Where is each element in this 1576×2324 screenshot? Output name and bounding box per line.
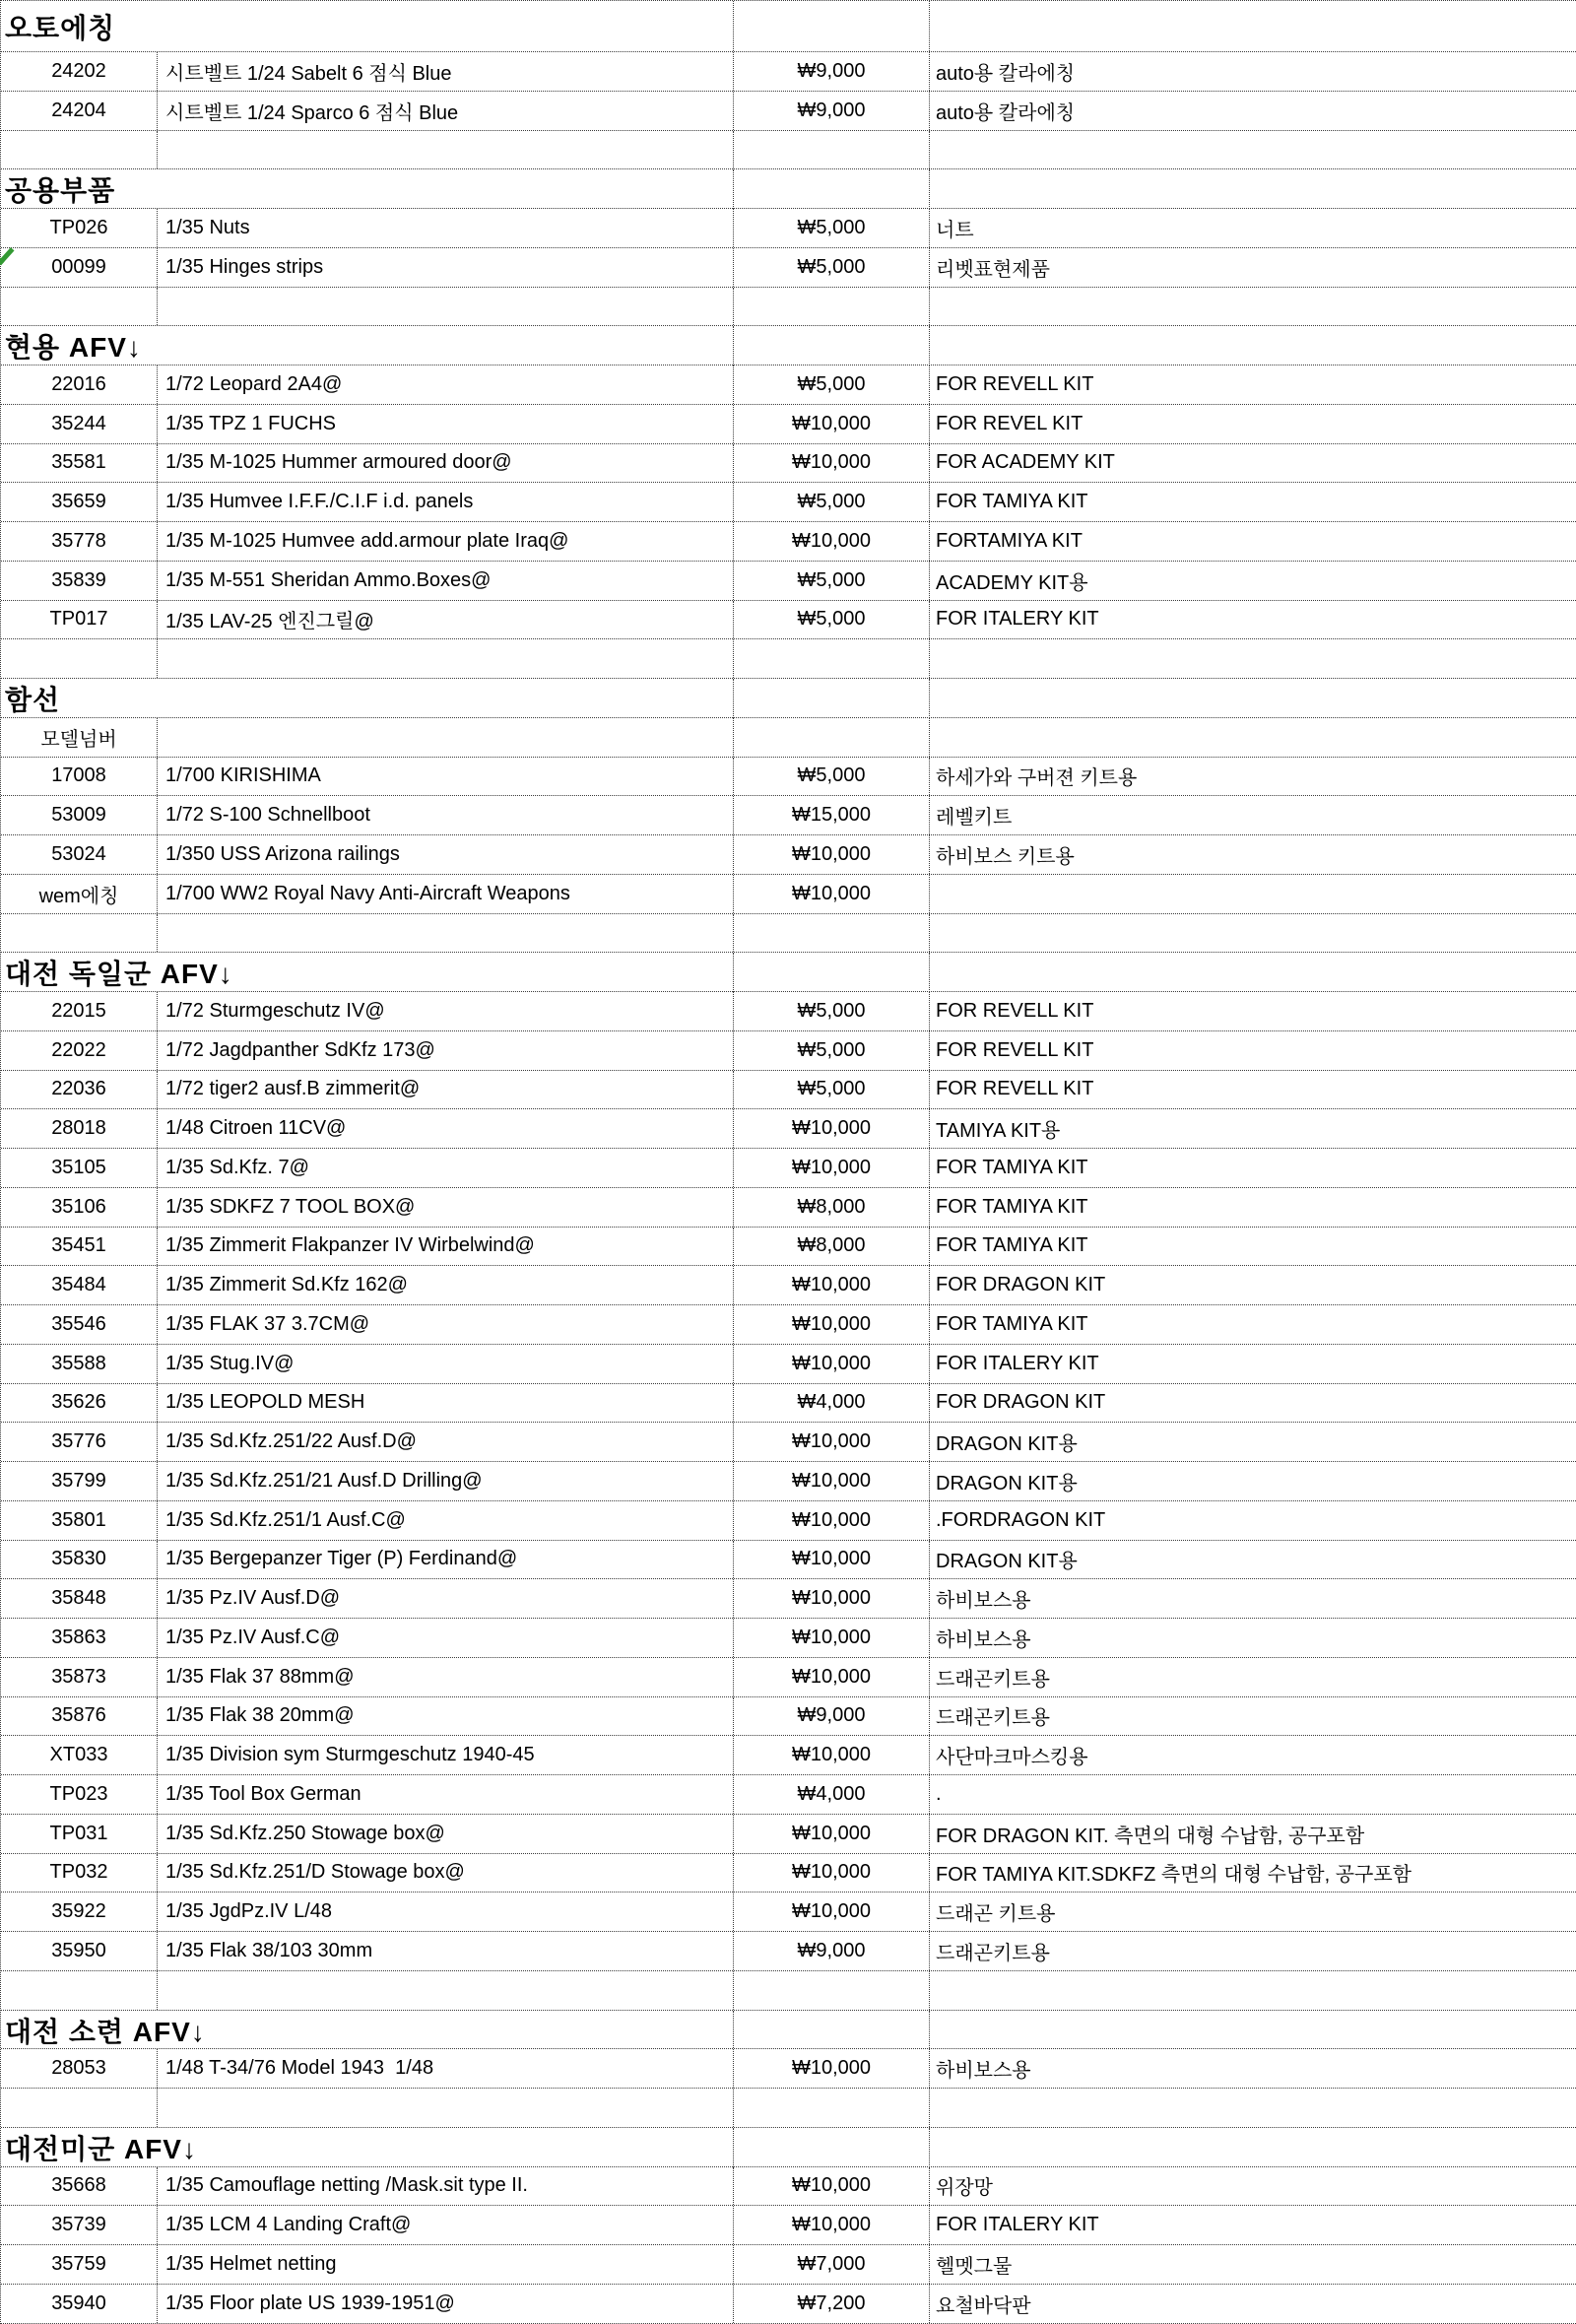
note-cell[interactable] [930, 953, 1576, 992]
price-cell[interactable]: ₩10,000 [734, 1266, 930, 1304]
description-cell[interactable] [158, 639, 734, 678]
code-cell[interactable]: 22016 [1, 365, 158, 404]
note-cell[interactable]: 헬멧그물 [936, 2255, 1013, 2278]
code-cell[interactable]: 35776 [1, 1423, 158, 1461]
description-cell[interactable]: 1/35 Sd.Kfz.251/21 Ausf.D Drilling@ [158, 1462, 734, 1500]
code-cell[interactable]: 35830 [1, 1541, 158, 1579]
note-cell[interactable]: .FORDRAGON KIT [936, 1508, 1106, 1531]
empty-row [1, 639, 1576, 679]
description-cell[interactable]: 1/48 Citroen 11CV@ [158, 1109, 734, 1148]
description-cell[interactable]: 1/700 KIRISHIMA [158, 758, 734, 796]
table-row [1, 1384, 1576, 1424]
description-cell[interactable]: 1/35 Bergepanzer Tiger (P) Ferdinand@ [158, 1541, 734, 1579]
price-cell[interactable]: ₩4,000 [734, 1384, 930, 1423]
description-cell[interactable]: 1/35 Stug.IV@ [158, 1345, 734, 1383]
code-cell[interactable]: 35778 [1, 522, 158, 561]
note-cell[interactable]: FOR REVELL KIT [936, 1078, 1094, 1100]
note-cell[interactable]: TAMIYA KIT용 [936, 1120, 1061, 1143]
price-cell[interactable] [734, 953, 930, 992]
section-title[interactable]: 대전미군 AFV↓ [1, 2128, 734, 2167]
code-cell[interactable]: 35876 [1, 1697, 158, 1736]
code-cell[interactable]: 53009 [1, 796, 158, 834]
price-cell[interactable] [734, 718, 930, 757]
price-cell[interactable]: ₩5,000 [734, 601, 930, 639]
section-title[interactable]: 현용 AFV↓ [1, 326, 734, 365]
table-row [1, 1736, 1576, 1775]
note-cell[interactable]: 요철바닥판 [936, 2294, 1031, 2317]
section-header-row [1, 1, 1576, 52]
note-cell[interactable] [930, 1971, 1576, 2010]
code-cell[interactable]: 35799 [1, 1462, 158, 1500]
note-cell[interactable] [930, 288, 1576, 326]
code-cell[interactable] [1, 914, 158, 953]
table-row [1, 365, 1576, 405]
code-cell[interactable]: 35106 [1, 1188, 158, 1227]
code-cell[interactable]: XT033 [1, 1736, 158, 1774]
note-cell[interactable]: 리벳표현제품 [936, 258, 1050, 281]
description-cell[interactable]: 1/35 M-1025 Humvee add.armour plate Iraq@ [158, 522, 734, 561]
section-title[interactable]: 함선 [1, 679, 734, 718]
section-title[interactable]: 대전 독일군 AFV↓ [1, 953, 734, 992]
code-cell[interactable]: 35588 [1, 1345, 158, 1383]
price-cell[interactable]: ₩10,000 [734, 522, 930, 561]
description-cell[interactable]: 1/72 Sturmgeschutz IV@ [158, 992, 734, 1030]
description-cell[interactable]: 1/35 M-1025 Hummer armoured door@ [158, 444, 734, 483]
note-cell[interactable]: FOR TAMIYA KIT [936, 1195, 1088, 1218]
note-cell[interactable]: 하비보스용 [936, 1590, 1031, 1613]
description-cell[interactable]: 1/35 Pz.IV Ausf.D@ [158, 1579, 734, 1618]
table-row [1, 1775, 1576, 1815]
note-cell[interactable]: ACADEMY KIT용 [936, 571, 1088, 594]
note-cell[interactable]: 위장망 [936, 2177, 993, 2200]
description-cell[interactable] [158, 718, 734, 757]
note-cell[interactable] [930, 1, 1576, 51]
table-row [1, 601, 1576, 640]
empty-row [1, 1971, 1576, 2011]
description-cell[interactable]: 1/35 Nuts [158, 209, 734, 247]
price-cell[interactable] [734, 1971, 930, 2010]
description-cell[interactable]: 1/35 Flak 37 88mm@ [158, 1658, 734, 1696]
code-cell[interactable]: 35546 [1, 1305, 158, 1344]
note-cell[interactable]: 레벨키트 [936, 807, 1013, 830]
note-cell[interactable] [930, 639, 1576, 678]
table-row [1, 1658, 1576, 1697]
code-cell[interactable] [1, 288, 158, 326]
code-cell[interactable]: TP032 [1, 1854, 158, 1892]
price-cell[interactable]: ₩10,000 [734, 1854, 930, 1892]
note-cell[interactable] [930, 2089, 1576, 2127]
description-cell[interactable]: 1/35 LAV-25 엔진그릴@ [158, 601, 734, 639]
price-cell[interactable]: ₩10,000 [734, 1619, 930, 1657]
price-cell[interactable]: ₩10,000 [734, 1305, 930, 1344]
price-cell[interactable]: ₩5,000 [734, 209, 930, 247]
description-cell[interactable]: 1/35 Pz.IV Ausf.C@ [158, 1619, 734, 1657]
price-cell[interactable] [734, 2089, 930, 2127]
table-row [1, 1619, 1576, 1658]
note-cell[interactable] [930, 326, 1576, 365]
price-cell[interactable]: ₩8,000 [734, 1228, 930, 1266]
table-row [1, 1149, 1576, 1188]
table-row [1, 248, 1576, 288]
note-cell[interactable] [930, 679, 1576, 718]
description-cell[interactable]: 1/35 Sd.Kfz.251/1 Ausf.C@ [158, 1501, 734, 1540]
code-cell[interactable]: 00099 [1, 248, 158, 287]
code-cell[interactable]: 35484 [1, 1266, 158, 1304]
table-row [1, 2285, 1576, 2324]
note-cell[interactable]: FOR REVELL KIT [936, 372, 1094, 395]
code-cell[interactable]: 17008 [1, 758, 158, 796]
description-cell[interactable]: 1/72 tiger2 ausf.B zimmerit@ [158, 1071, 734, 1109]
price-cell[interactable]: ₩9,000 [734, 1697, 930, 1736]
note-cell[interactable]: 하비보스 키트용 [936, 845, 1075, 868]
code-cell[interactable]: wem에칭 [1, 875, 158, 913]
table-row [1, 2167, 1576, 2207]
price-cell[interactable]: ₩5,000 [734, 248, 930, 287]
code-cell[interactable]: TP026 [1, 209, 158, 247]
note-cell[interactable]: FOR ITALERY KIT [936, 1352, 1099, 1374]
code-cell[interactable]: 28053 [1, 2049, 158, 2088]
empty-row [1, 2089, 1576, 2128]
note-cell[interactable] [930, 169, 1576, 209]
price-cell[interactable]: ₩10,000 [734, 1892, 930, 1931]
description-cell[interactable]: 1/72 S-100 Schnellboot [158, 796, 734, 834]
price-cell[interactable] [734, 288, 930, 326]
table-row [1, 562, 1576, 601]
price-cell[interactable]: ₩10,000 [734, 1109, 930, 1148]
note-cell[interactable]: FOR REVEL KIT [936, 412, 1084, 434]
table-row [1, 758, 1576, 797]
note-cell[interactable] [930, 2128, 1576, 2167]
code-cell[interactable] [1, 1971, 158, 2010]
price-cell[interactable]: ₩10,000 [734, 1736, 930, 1774]
note-cell[interactable]: FOR TAMIYA KIT [936, 1156, 1088, 1178]
code-cell[interactable] [1, 2089, 158, 2127]
price-cell[interactable]: ₩10,000 [734, 2049, 930, 2088]
price-cell[interactable]: ₩8,000 [734, 1188, 930, 1227]
table-row [1, 1579, 1576, 1619]
price-cell[interactable]: ₩5,000 [734, 1031, 930, 1070]
price-cell[interactable] [734, 914, 930, 953]
code-cell[interactable]: 35451 [1, 1228, 158, 1266]
code-cell[interactable]: 35873 [1, 1658, 158, 1696]
section-header-row [1, 2128, 1576, 2167]
note-cell[interactable]: 드래곤키트용 [936, 1942, 1050, 1964]
description-cell[interactable]: 1/35 Tool Box German [158, 1775, 734, 1814]
table-row [1, 1071, 1576, 1110]
code-cell[interactable]: 35626 [1, 1384, 158, 1423]
code-cell[interactable]: 22036 [1, 1071, 158, 1109]
price-cell[interactable]: ₩5,000 [734, 483, 930, 521]
note-cell[interactable]: 드래곤키트용 [936, 1707, 1050, 1730]
table-row [1, 835, 1576, 875]
description-cell[interactable]: 1/35 Floor plate US 1939-1951@ [158, 2285, 734, 2323]
table-row [1, 875, 1576, 914]
note-cell[interactable]: auto용 칼라에칭 [936, 62, 1076, 85]
section-header-row [1, 169, 1576, 209]
description-cell[interactable]: 1/35 LCM 4 Landing Craft@ [158, 2206, 734, 2244]
description-cell[interactable]: 1/35 Zimmerit Flakpanzer IV Wirbelwind@ [158, 1228, 734, 1266]
code-cell[interactable]: 24204 [1, 92, 158, 130]
note-cell[interactable]: auto용 칼라에칭 [936, 101, 1076, 124]
note-cell[interactable]: 너트 [936, 219, 974, 241]
code-cell[interactable]: 35801 [1, 1501, 158, 1540]
note-cell[interactable]: FOR TAMIYA KIT [936, 491, 1088, 513]
table-row [1, 92, 1576, 131]
description-cell[interactable] [158, 2089, 734, 2127]
table-row [1, 2206, 1576, 2245]
note-cell[interactable]: FOR DRAGON KIT. 측면의 대형 수납함, 공구포함 [936, 1825, 1365, 1847]
price-cell[interactable]: ₩5,000 [734, 758, 930, 796]
description-cell[interactable]: 1/35 LEOPOLD MESH [158, 1384, 734, 1423]
description-cell[interactable]: 1/35 Sd.Kfz.251/D Stowage box@ [158, 1854, 734, 1892]
description-cell[interactable]: 1/350 USS Arizona railings [158, 835, 734, 874]
empty-row [1, 288, 1576, 327]
price-cell[interactable]: ₩10,000 [734, 2167, 930, 2206]
price-cell[interactable]: ₩9,000 [734, 52, 930, 91]
price-cell[interactable]: ₩10,000 [734, 1815, 930, 1853]
description-cell[interactable] [158, 1971, 734, 2010]
price-cell[interactable] [734, 131, 930, 169]
code-cell[interactable]: TP031 [1, 1815, 158, 1853]
table-row [1, 1345, 1576, 1384]
table-row [1, 1188, 1576, 1228]
code-cell[interactable]: TP017 [1, 601, 158, 639]
description-cell[interactable]: 시트벨트 1/24 Sparco 6 점식 Blue [158, 92, 734, 130]
price-cell[interactable] [734, 169, 930, 209]
empty-row [1, 914, 1576, 954]
note-cell[interactable] [930, 914, 1576, 953]
price-cell[interactable]: ₩10,000 [734, 1462, 930, 1500]
table-row [1, 405, 1576, 444]
price-cell[interactable]: ₩10,000 [734, 1345, 930, 1383]
note-cell[interactable]: FOR REVELL KIT [936, 1038, 1094, 1061]
table-row [1, 1423, 1576, 1462]
table-row [1, 1541, 1576, 1580]
code-cell[interactable]: 35940 [1, 2285, 158, 2323]
table-row [1, 209, 1576, 248]
table-row [1, 444, 1576, 484]
price-cell[interactable] [734, 679, 930, 718]
section-title[interactable]: 오토에칭 [1, 1, 734, 51]
code-cell[interactable] [1, 639, 158, 678]
description-cell[interactable]: 1/35 Hinges strips [158, 248, 734, 287]
code-cell[interactable]: 35105 [1, 1149, 158, 1187]
description-cell[interactable]: 1/35 JgdPz.IV L/48 [158, 1892, 734, 1931]
code-cell[interactable]: 35863 [1, 1619, 158, 1657]
price-cell[interactable]: ₩5,000 [734, 992, 930, 1030]
note-cell[interactable] [930, 131, 1576, 169]
price-cell[interactable] [734, 1, 930, 51]
table-row [1, 992, 1576, 1031]
table-row [1, 1854, 1576, 1893]
note-cell[interactable]: FORTAMIYA KIT [936, 529, 1083, 552]
code-cell[interactable]: 35244 [1, 405, 158, 443]
note-cell[interactable]: FOR ITALERY KIT [936, 608, 1099, 631]
note-cell[interactable]: DRAGON KIT용 [936, 1433, 1078, 1456]
note-cell[interactable]: FOR ITALERY KIT [936, 2214, 1099, 2236]
section-header-row [1, 326, 1576, 365]
price-cell[interactable] [734, 2128, 930, 2167]
section-header-row [1, 2011, 1576, 2050]
code-cell[interactable]: 35950 [1, 1932, 158, 1970]
price-cell[interactable]: ₩10,000 [734, 1541, 930, 1579]
note-cell[interactable]: FOR DRAGON KIT [936, 1274, 1106, 1296]
price-cell[interactable]: ₩10,000 [734, 1423, 930, 1461]
code-cell[interactable]: 35922 [1, 1892, 158, 1931]
note-cell[interactable]: FOR DRAGON KIT [936, 1391, 1106, 1414]
price-cell[interactable]: ₩15,000 [734, 796, 930, 834]
table-row [1, 1031, 1576, 1071]
table-row [1, 1228, 1576, 1267]
price-cell[interactable]: ₩10,000 [734, 405, 930, 443]
price-cell[interactable] [734, 2011, 930, 2050]
section-title[interactable]: 대전 소련 AFV↓ [1, 2011, 734, 2050]
code-cell[interactable]: TP023 [1, 1775, 158, 1814]
note-cell[interactable]: 사단마크마스킹용 [936, 1747, 1088, 1769]
table-row [1, 796, 1576, 835]
code-cell[interactable]: 모델넘버 [1, 718, 158, 757]
note-cell[interactable] [930, 718, 1576, 757]
note-cell[interactable]: FOR TAMIYA KIT.SDKFZ 측면의 대형 수납함, 공구포함 [936, 1864, 1412, 1887]
note-cell[interactable]: 하비보스용 [936, 2060, 1031, 2083]
table-row [1, 1932, 1576, 1971]
description-cell[interactable]: 1/72 Jagdpanther SdKfz 173@ [158, 1031, 734, 1070]
price-cell[interactable]: ₩5,000 [734, 562, 930, 600]
code-cell[interactable] [1, 131, 158, 169]
table-row [1, 483, 1576, 522]
price-cell[interactable]: ₩9,000 [734, 1932, 930, 1970]
price-cell[interactable] [734, 639, 930, 678]
description-cell[interactable]: 1/35 Camouflage netting /Mask.sit type II. [158, 2167, 734, 2206]
description-cell[interactable] [158, 914, 734, 953]
price-cell[interactable]: ₩10,000 [734, 444, 930, 483]
table-row [1, 1892, 1576, 1932]
table-row [1, 52, 1576, 92]
code-cell[interactable]: 35739 [1, 2206, 158, 2244]
description-cell[interactable]: 1/35 Flak 38 20mm@ [158, 1697, 734, 1736]
price-cell[interactable]: ₩10,000 [734, 1658, 930, 1696]
section-header-row [1, 953, 1576, 992]
code-cell[interactable]: 22022 [1, 1031, 158, 1070]
price-cell[interactable] [734, 326, 930, 365]
price-cell[interactable]: ₩9,000 [734, 92, 930, 130]
price-cell[interactable]: ₩4,000 [734, 1775, 930, 1814]
table-row [1, 1109, 1576, 1149]
code-cell[interactable]: 24202 [1, 52, 158, 91]
note-cell[interactable]: DRAGON KIT용 [936, 1551, 1078, 1573]
note-cell[interactable]: FOR TAMIYA KIT [936, 1234, 1088, 1257]
code-cell[interactable]: 53024 [1, 835, 158, 874]
table-row [1, 718, 1576, 758]
table-row [1, 2245, 1576, 2285]
code-cell[interactable]: 35659 [1, 483, 158, 521]
description-cell[interactable] [158, 288, 734, 326]
code-cell[interactable]: 35668 [1, 2167, 158, 2206]
description-cell[interactable]: 1/35 Humvee I.F.F./C.I.F i.d. panels [158, 483, 734, 521]
description-cell[interactable]: 1/35 SDKFZ 7 TOOL BOX@ [158, 1188, 734, 1227]
empty-row [1, 131, 1576, 170]
code-cell[interactable]: 35759 [1, 2245, 158, 2284]
price-cell[interactable]: ₩7,200 [734, 2285, 930, 2323]
description-cell[interactable]: 1/48 T-34/76 Model 1943 1/48 [158, 2049, 734, 2088]
price-cell[interactable]: ₩7,000 [734, 2245, 930, 2284]
note-cell[interactable]: FOR REVELL KIT [936, 999, 1094, 1022]
price-cell[interactable]: ₩10,000 [734, 835, 930, 874]
table-row [1, 1697, 1576, 1737]
table-row [1, 522, 1576, 562]
code-cell[interactable]: 35839 [1, 562, 158, 600]
description-cell[interactable]: 1/35 TPZ 1 FUCHS [158, 405, 734, 443]
note-cell[interactable]: FOR ACADEMY KIT [936, 451, 1115, 474]
table-row [1, 1266, 1576, 1305]
price-cell[interactable]: ₩10,000 [734, 1501, 930, 1540]
description-cell[interactable]: 1/35 M-551 Sheridan Ammo.Boxes@ [158, 562, 734, 600]
price-cell[interactable]: ₩10,000 [734, 1149, 930, 1187]
description-cell[interactable]: 1/35 FLAK 37 3.7CM@ [158, 1305, 734, 1344]
note-cell[interactable]: 드래곤키트용 [936, 1668, 1050, 1691]
section-header-row [1, 679, 1576, 718]
note-cell[interactable] [930, 2011, 1576, 2050]
code-cell[interactable]: 22015 [1, 992, 158, 1030]
price-cell[interactable]: ₩10,000 [734, 875, 930, 913]
price-cell[interactable]: ₩10,000 [734, 2206, 930, 2244]
description-cell[interactable]: 1/72 Leopard 2A4@ [158, 365, 734, 404]
description-cell[interactable]: 1/35 Sd.Kfz. 7@ [158, 1149, 734, 1187]
table-row [1, 1305, 1576, 1345]
description-cell[interactable]: 1/35 Sd.Kfz.251/22 Ausf.D@ [158, 1423, 734, 1461]
table-row [1, 1815, 1576, 1854]
table-row [1, 1501, 1576, 1541]
description-cell[interactable]: 1/700 WW2 Royal Navy Anti-Aircraft Weapons [158, 875, 734, 913]
price-cell[interactable]: ₩10,000 [734, 1579, 930, 1618]
table-row [1, 2049, 1576, 2089]
section-title[interactable]: 공용부품 [1, 169, 734, 209]
note-cell[interactable]: . [936, 1782, 942, 1805]
note-cell[interactable]: 하세가와 구버젼 키트용 [936, 767, 1138, 790]
description-cell[interactable]: 시트벨트 1/24 Sabelt 6 점식 Blue [158, 52, 734, 91]
table-row [1, 1462, 1576, 1501]
note-cell[interactable]: FOR TAMIYA KIT [936, 1312, 1088, 1335]
note-cell[interactable]: 드래곤 키트용 [936, 1903, 1056, 1926]
description-cell[interactable]: 1/35 Sd.Kfz.250 Stowage box@ [158, 1815, 734, 1853]
price-cell[interactable]: ₩5,000 [734, 365, 930, 404]
code-cell[interactable]: 35848 [1, 1579, 158, 1618]
description-cell[interactable]: 1/35 Zimmerit Sd.Kfz 162@ [158, 1266, 734, 1304]
code-cell[interactable]: 28018 [1, 1109, 158, 1148]
code-cell[interactable]: 35581 [1, 444, 158, 483]
note-cell[interactable]: 하비보스용 [936, 1628, 1031, 1651]
description-cell[interactable]: 1/35 Division sym Sturmgeschutz 1940-45 [158, 1736, 734, 1774]
note-cell[interactable]: DRAGON KIT용 [936, 1472, 1078, 1494]
description-cell[interactable]: 1/35 Flak 38/103 30mm [158, 1932, 734, 1970]
price-cell[interactable]: ₩5,000 [734, 1071, 930, 1109]
description-cell[interactable]: 1/35 Helmet netting [158, 2245, 734, 2284]
note-cell[interactable] [930, 875, 1576, 913]
description-cell[interactable] [158, 131, 734, 169]
